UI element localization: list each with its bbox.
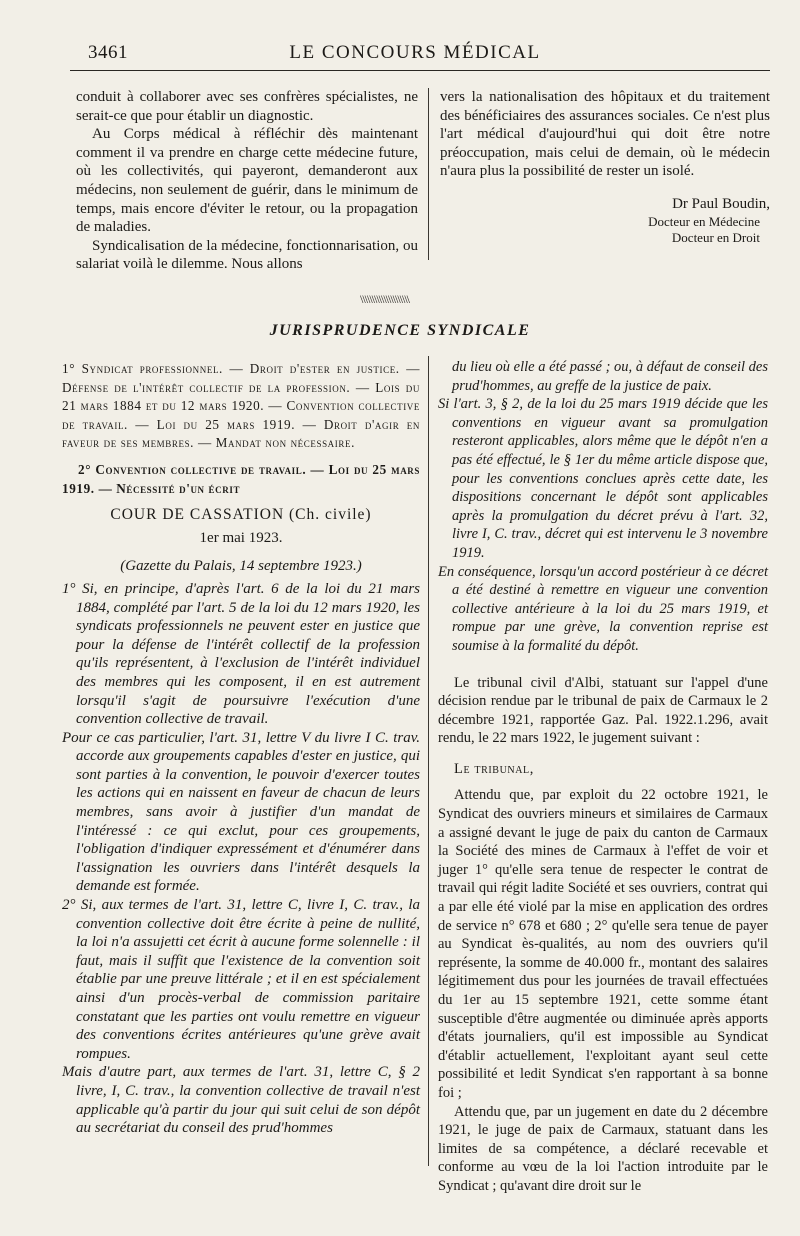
column-divider (428, 356, 429, 1166)
article-paragraph: Syndicalisation de la médecine, fonctionnarisation, ou salariat voilà le dilemme. Nous allons (76, 237, 418, 273)
journal-title: LE CONCOURS MÉDICAL (289, 42, 541, 63)
holding-paragraph: Si l'art. 3, § 2, de la loi du 25 mars 1919 décide que les conventions en vigueur avant sa promulgation resteront applicables, alors même que le dépôt n'en a pas été effectué, le § 1er du même article dispose que, pour les conventions conclues après cette date, les dispositions concernant le dépôt sont applicables après la promulgation du décret prévu à l'art. 32, livre I, C. trav., décret qui est intervenu le 3 novembre 1919. (438, 396, 768, 561)
holding-paragraph: Mais d'autre part, aux termes de l'art. 31, lettre C, § 2 livre, I, C. trav., la convention collective de travail n'est applicable qu'à partir du jour qui suit celui de son dépôt au secrétariat du conseil des prud'hommes (62, 1064, 420, 1137)
column-divider (428, 88, 429, 260)
holding-paragraph: 2° Si, aux termes de l'art. 31, lettre C, livre I, C. trav., la convention collective doit être écrite à peine de nullité, la loi n'a assujetti cet écrit à aucune forme solennelle : il faut, mais il suffit que l'existence de la convention soit établie par une preuve littérale ; et il en est spécialement ainsi d'un procès-verbal de commission paritaire constatant que les parties ont voulu remettre en vigueur des conventions écrites antérieures qu'une grève avait rompues. (62, 897, 420, 1062)
case-summary: 2° Convention collective de travail. — Loi du 25 mars 1919. — Nécessité d'un écrit (62, 461, 420, 496)
page-number: 3461 (88, 42, 128, 63)
section-title: JURISPRUDENCE SYNDICALE (269, 322, 531, 339)
author-signature: Dr Paul Boudin, (672, 195, 770, 212)
article-left-column (76, 88, 418, 274)
article-paragraph: Au Corps médical à réfléchir dès maintenant comment il va prendre en charge cette médecine future, où les collectivités, qui payeront, demanderont aux médecins, non seulement de guérir, dans le minimum de temps, mais encore d'éviter le retour, ou la propagation de maladies. (76, 126, 418, 236)
article-right-column (440, 88, 770, 246)
tribunal-label: Le tribunal, (454, 760, 534, 777)
attendu-paragraph: Attendu que, par exploit du 22 octobre 1921, le Syndicat des ouvriers mineurs et similaires de Carmaux a assigné devant le juge de paix du canton de Carmaux la Société des mines de Carmaux à l'effet de voir et juger 1° qu'elle sera tenue de respecter le contrat de travail qui régit ladite Société et ses ouvriers, contrat qui a par elle été violé par la mise en application des ordres de service n° 678 et 680 ; 2° qu'elle sera tenue de payer au Syndicat ès-qualités, au nom des ouvriers qu'il représente, la somme de 40.000 fr., montant des salaires légitimement dus pour les journées de travail effectuées du 1er au 15 septembre 1921, cette somme étant susceptible d'être augmentée ou diminuée après apports d'états journaliers, qu'il est impossible au Syndicat d'établir actuellement, l'exploitant ayant seul cette possibilité et ledit Syndicat s'en rapportant à sa bonne foi ; (438, 787, 768, 1101)
source-citation: (Gazette du Palais, 14 septembre 1923.) (120, 558, 362, 575)
jurisprudence-right-column (438, 358, 768, 1196)
decision-date: 1er mai 1923. (199, 529, 283, 546)
court-name: COUR DE CASSATION (Ch. civile) (110, 506, 372, 524)
author-title: Docteur en Droit (671, 229, 760, 245)
article-paragraph: vers la nationalisation des hôpitaux et du traitement des bénéficiaires des assurances sociales. Ce n'est plus l'art médical d'aujourd'hui qui doit être notre préoccupation, mais celui de demain, où le médecin n'aura plus la possibilité de rester un isolé. (440, 89, 770, 180)
tribunal-intro: Le tribunal civil d'Albi, statuant sur l'appel d'une décision rendue par le tribunal de paix de Carmaux le 2 décembre 1921, rapportée Gaz. Pal. 1922.1.296, avait rendu, le 22 mars 1922, le jugement suivant : (438, 674, 768, 747)
article-paragraph: conduit à collaborer avec ses confrères spécialistes, ne serait-ce que pour établir un diagnostic. (76, 89, 418, 124)
header-rule (70, 70, 770, 71)
attendu-paragraph: Attendu que, par un jugement en date du 2 décembre 1921, le juge de paix de Carmaux, statuant dans les limites de sa compétence, a déclaré recevable et conforme au vœu de la loi l'action introduite par le Syndicat ; qu'avant dire droit sur le (438, 1103, 768, 1194)
jurisprudence-left-column (62, 358, 420, 1138)
holding-paragraph: Pour ce cas particulier, l'art. 31, lettre V du livre I C. trav. accorde aux groupements capables d'ester en justice, qui sont parties à la convention, le pouvoir d'exercer toutes les actions qui en naissent en faveur de chacun de leurs membres, sans avoir à justifier d'un mandat de l'intéressé : ce qui exclut, pour ces groupements, l'obligation d'indiquer expressément et d'énumérer dans l'assignation les ouvriers dans l'intérêt desquels la demande est formée. (62, 729, 420, 895)
author-title: Docteur en Médecine (648, 213, 760, 229)
page-header (60, 40, 770, 70)
case-summary: 1° Syndicat professionnel. — Droit d'ester en justice. — Défense de l'intérêt collectif de la profession. — Lois du 21 mars 1884 et du 12 mars 1920. — Convention collective de travail. — Loi du 25 mars 1919. — Droit d'agir en faveur de ses membres. — Mandat non nécessaire. (62, 361, 420, 451)
holding-paragraph: 1° Si, en principe, d'après l'art. 6 de la loi du 21 mars 1884, complété par l'art. 5 de la loi du 12 mars 1920, les syndicats professionnels ne peuvent ester en justice que pour la défense de l'intérêt collectif de la profession qu'ils représentent, à l'exclusion de l'intérêt individuel des membres qui les composent, il en est autrement lorsqu'il s'agit de poursuivre l'exécution d'une convention collective de travail. (62, 580, 420, 728)
holding-paragraph: du lieu où elle a été passé ; ou, à défaut de conseil des prud'hommes, au greffe de la justice de paix. (452, 359, 768, 394)
section-ornament: \\\\\\\\\\\\\\\\\\\\\ (360, 292, 410, 306)
holding-paragraph: En conséquence, lorsqu'un accord postérieur à ce décret a été destiné à remettre en vigueur une convention collective antérieure à la loi du 25 mars 1919, et rompue par une grève, la convention reprise est soumise à la formalité du dépôt. (438, 563, 768, 654)
